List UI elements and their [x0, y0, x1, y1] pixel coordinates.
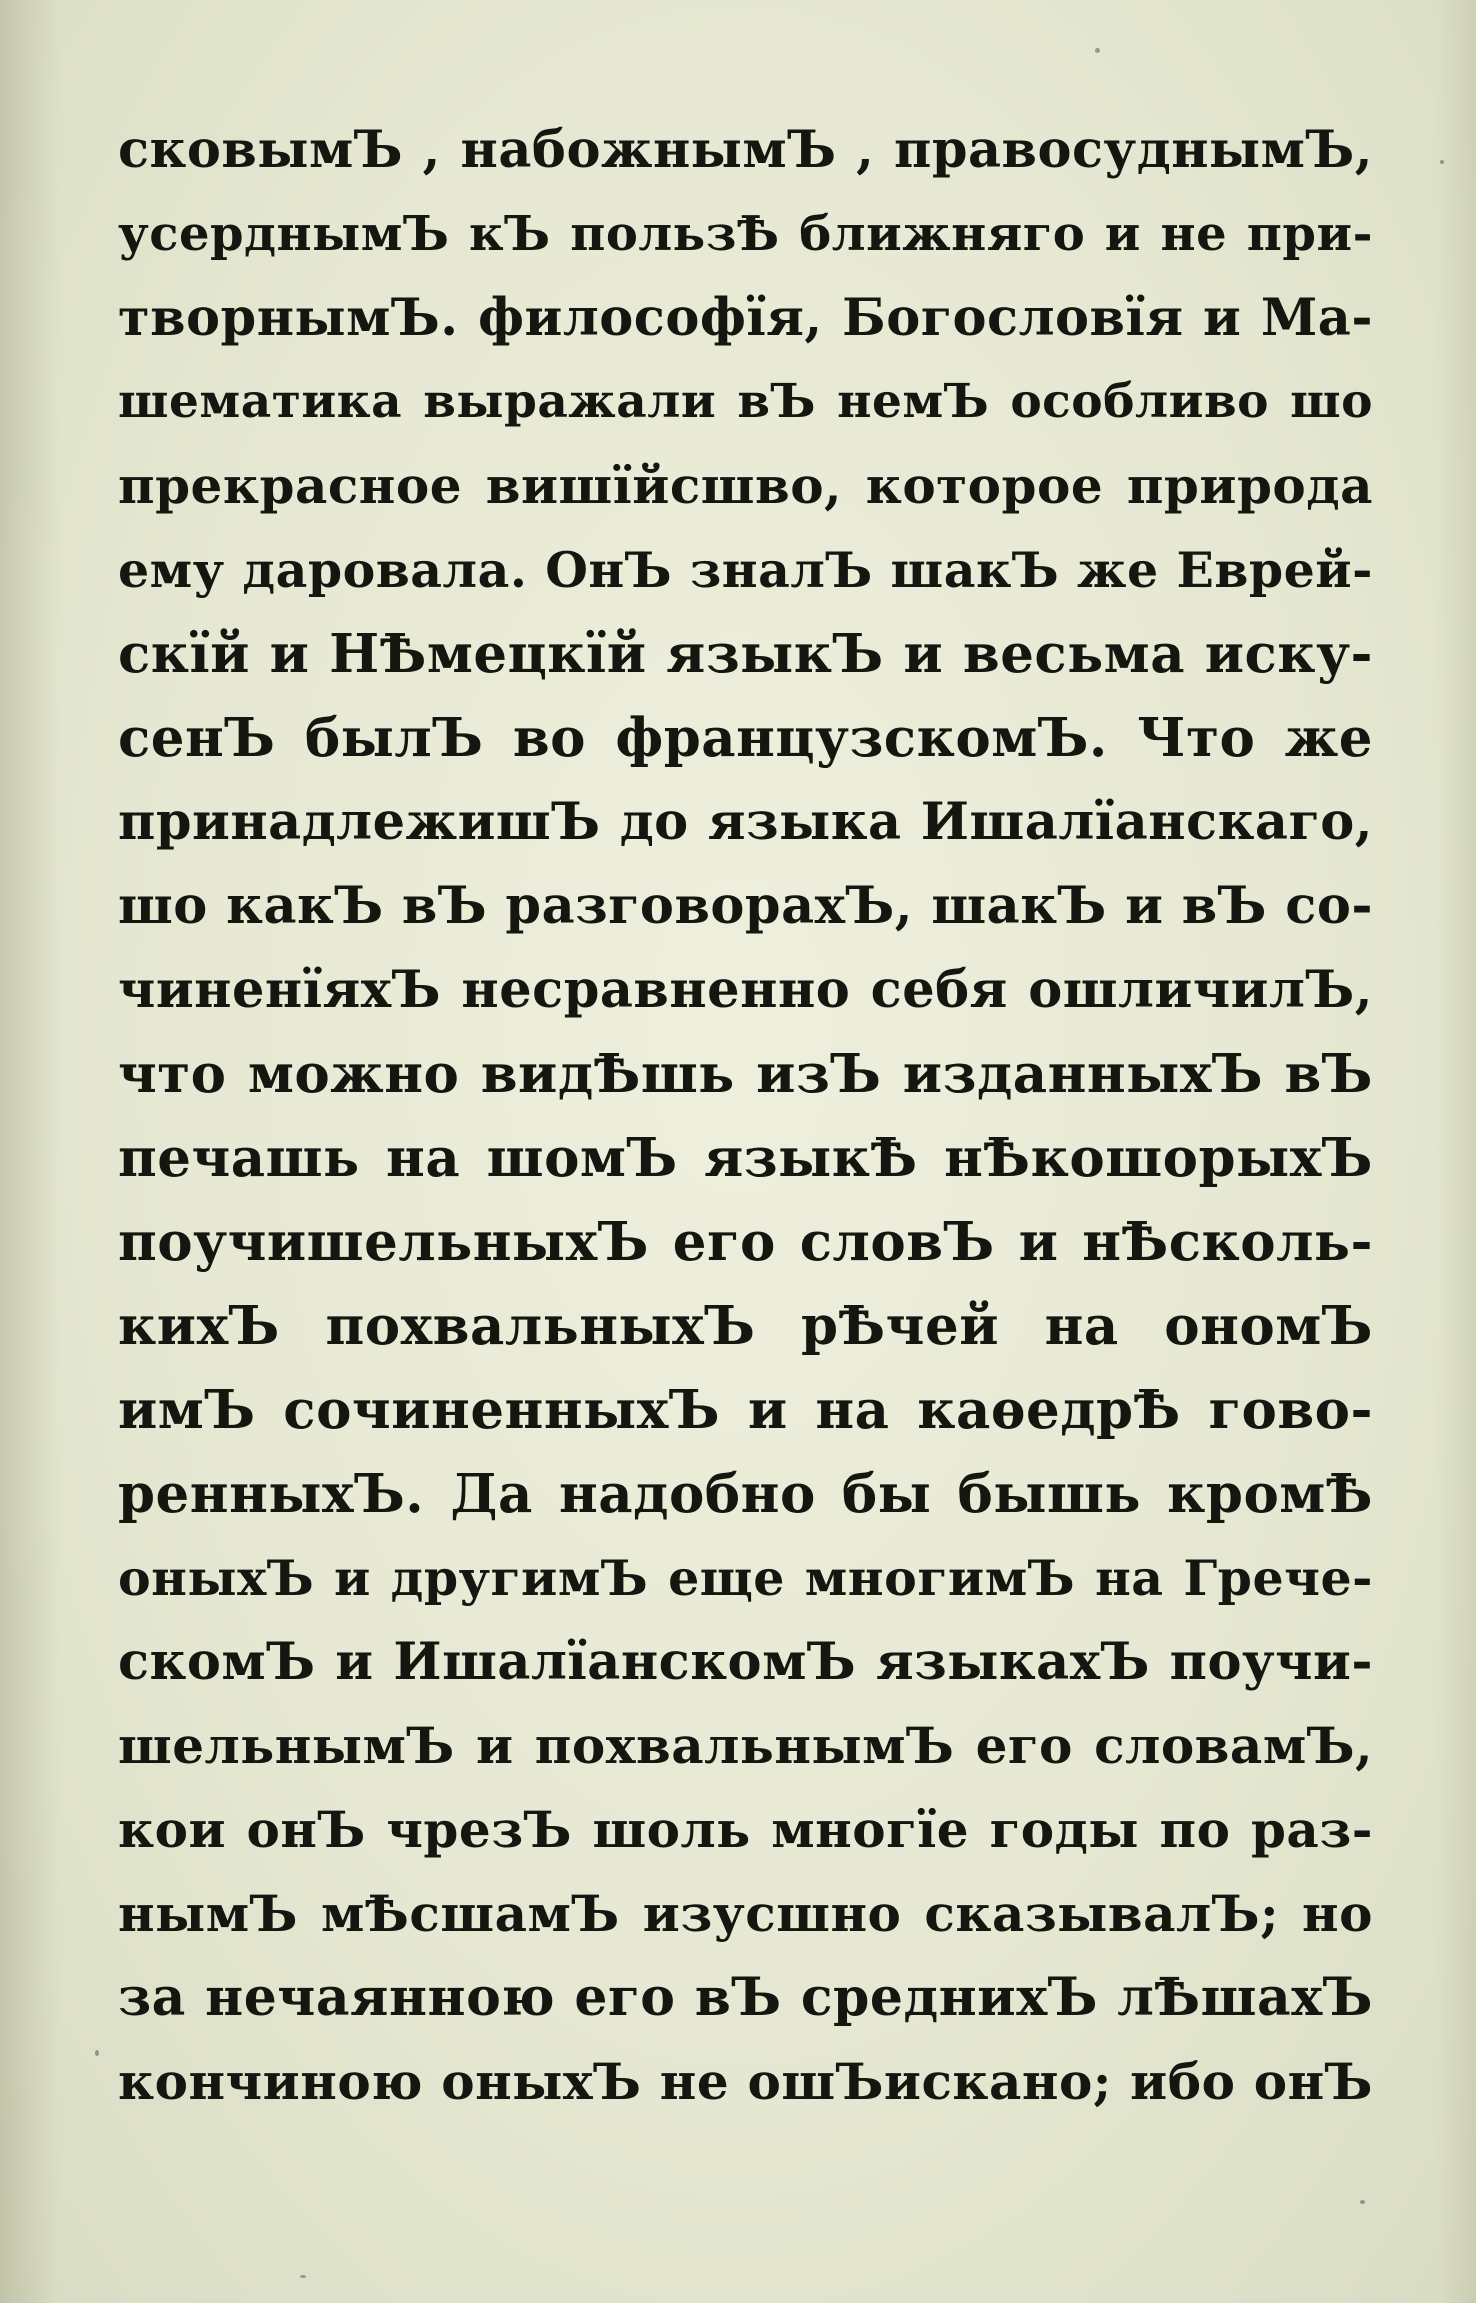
text-line: сенЪ былЪ во французскомЪ. Что же [118, 707, 1373, 769]
text-line: принадлежишЪ до языка Ишалїанскаго, [118, 792, 1373, 852]
ink-speck [1360, 2200, 1365, 2204]
text-line: кихЪ похвальныхЪ рѢчей на ономЪ [118, 1295, 1373, 1357]
text-line: печашь на шомЪ языкѢ нѢкошорыхЪ [118, 1127, 1373, 1189]
text-line: поучишельныхЪ его словЪ и нѢсколь- [118, 1211, 1373, 1273]
text-line: за нечаянною его вЪ среднихЪ лѢшахЪ [118, 1967, 1373, 2028]
text-line: шо какЪ вЪ разговорахЪ, шакЪ и вЪ со- [118, 876, 1373, 936]
text-line: нымЪ мѢсшамЪ изусшно сказывалЪ; но [118, 1884, 1373, 1943]
text-line: сковымЪ , набожнымЪ , правосуднымЪ, [118, 120, 1373, 180]
text-line: ренныхЪ. Да надобно бы бышь кромѢ [118, 1463, 1373, 1525]
text-line: имЪ сочиненныхЪ и на каѳедрѢ гово- [118, 1379, 1373, 1441]
ink-speck [1440, 160, 1444, 164]
text-line: творнымЪ. философїя, Богословїя и Ма- [118, 288, 1373, 348]
text-line: прекрасное вишїйсшво, которое природа [118, 456, 1373, 515]
text-line: усерднымЪ кЪ пользѢ ближняго и не при- [118, 206, 1373, 262]
text-line: чиненїяхЪ несравненно себя ошличилЪ, [118, 960, 1373, 1020]
ink-speck [95, 2050, 99, 2056]
text-line: оныхЪ и другимЪ еще многимЪ на Грече- [118, 1549, 1373, 1607]
body-text [118, 108, 1373, 2124]
text-line: скомЪ и ИшалїанскомЪ языкахЪ поучи- [118, 1632, 1373, 1692]
text-line: шематика выражали вЪ немЪ особливо шо [118, 374, 1373, 429]
text-line: кои онЪ чрезЪ шоль многїе годы по раз- [118, 1800, 1373, 1859]
ink-speck [300, 2275, 306, 2278]
text-line: шельнымЪ и похвальнымЪ его словамЪ, [118, 1716, 1373, 1775]
text-line: что можно видѢшь изЪ изданныхЪ вЪ [118, 1043, 1373, 1105]
text-line: ему даровала. ОнЪ зналЪ шакЪ же Еврей- [118, 541, 1373, 599]
text-line: кончиною оныхЪ не ошЪискано; ибо онЪ [118, 2052, 1373, 2111]
ink-speck [1095, 48, 1100, 53]
text-line: скїй и НѢмецкїй языкЪ и весьма иску- [118, 623, 1373, 685]
